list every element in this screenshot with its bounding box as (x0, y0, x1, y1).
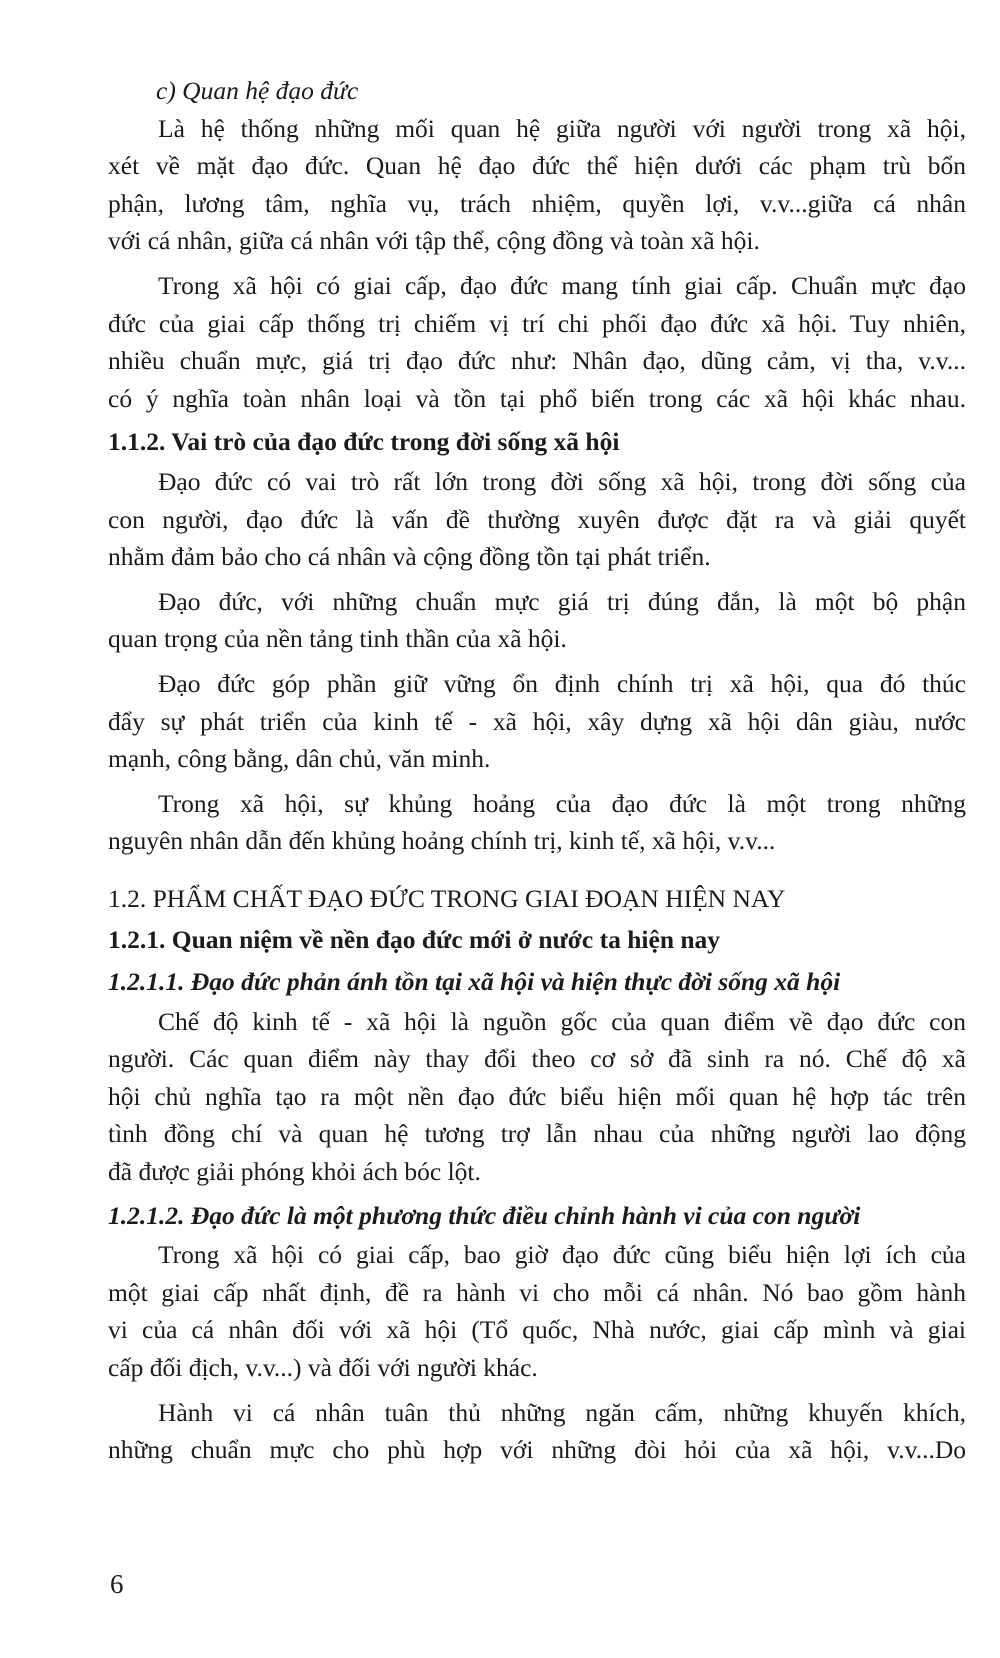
text-line: Chế độ kinh tế - xã hội là nguồn gốc của quan điểm về đạo đức con (158, 1006, 966, 1036)
text-line: Là hệ thống những mối quan hệ giữa người với người trong xã hội, (158, 113, 966, 143)
text-line: vi của cá nhân đối với xã hội (Tổ quốc, Nhà nước, giai cấp mình và giai (108, 1315, 966, 1345)
paragraph-1-2-1-1 (108, 1003, 966, 1191)
page-number: 6 (110, 1569, 124, 1599)
text-line: nhiều chuẩn mực, giá trị đạo đức như: Nhân đạo, dũng cảm, vị tha, v.v... (108, 346, 966, 376)
text-line: Trong xã hội, sự khủng hoảng của đạo đức là một trong những (158, 788, 966, 818)
text-line: một giai cấp nhất định, đề ra hành vi cho mỗi cá nhân. Nó bao gồm hành (108, 1277, 966, 1307)
text-line: mạnh, công bằng, dân chủ, văn minh. (108, 744, 491, 774)
paragraph-role-1 (108, 463, 966, 576)
text-line: quan trọng của nền tảng tinh thần của xã hội. (108, 624, 567, 654)
text-line: Đạo đức góp phần giữ vững ổn định chính trị xã hội, qua đó thúc (158, 668, 966, 698)
text-line: nhằm đảm bảo cho cá nhân và cộng đồng tồn tại phát triển. (108, 542, 711, 572)
text-line: tình đồng chí và quan hệ tương trợ lẫn nhau của những người lao động (108, 1119, 966, 1149)
text-line: đức của giai cấp thống trị chiếm vị trí chi phối đạo đức xã hội. Tuy nhiên, (108, 308, 966, 338)
text-line: Trong xã hội có giai cấp, đạo đức mang tính giai cấp. Chuẩn mực đạo (158, 270, 966, 300)
text-line: xét về mặt đạo đức. Quan hệ đạo đức thể hiện dưới các phạm trù bổn (108, 151, 966, 181)
text-line: phận, lương tâm, nghĩa vụ, trách nhiệm, quyền lợi, v.v...giữa cá nhân (108, 188, 966, 218)
text-line: người. Các quan điểm này thay đổi theo cơ sở đã sinh ra nó. Chế độ xã (108, 1044, 966, 1074)
paragraph-role-3 (108, 665, 966, 778)
paragraph-role-4 (108, 785, 966, 860)
subheading-c: c) Quan hệ đạo đức (156, 76, 359, 105)
section-heading-1-2-1-2: 1.2.1.2. Đạo đức là một phương thức điều chỉnh hành vi của con người (108, 1200, 861, 1230)
paragraph-class-nature (108, 267, 966, 417)
text-line: với cá nhân, giữa cá nhân với tập thể, cộng đồng và toàn xã hội. (108, 226, 760, 256)
paragraph-moral-relations (108, 110, 966, 260)
section-heading-1-1-2: 1.1.2. Vai trò của đạo đức trong đời sống xã hội (108, 427, 620, 457)
text-line: Đạo đức, với những chuẩn mực giá trị đúng đắn, là một bộ phận (158, 586, 966, 616)
paragraph-1-2-1-2-a (108, 1236, 966, 1386)
text-line: con người, đạo đức là vấn đề thường xuyên được đặt ra và giải quyết (108, 504, 966, 534)
section-heading-1-2: 1.2. PHẨM CHẤT ĐẠO ĐỨC TRONG GIAI ĐOẠN HIỆN NAY (108, 883, 786, 913)
text-line: hội chủ nghĩa tạo ra một nền đạo đức biểu hiện mối quan hệ hợp tác trên (108, 1081, 966, 1111)
text-line: Hành vi cá nhân tuân thủ những ngăn cấm, những khuyến khích, (158, 1397, 966, 1427)
text-line: đẩy sự phát triển của kinh tế - xã hội, xây dựng xã hội dân giàu, nước (108, 706, 966, 736)
text-line: cấp đối địch, v.v...) và đối với người khác. (108, 1353, 538, 1382)
page-content (108, 72, 966, 1469)
text-line: có ý nghĩa toàn nhân loại và tồn tại phổ biến trong các xã hội khác nhau. (108, 383, 966, 413)
section-heading-1-2-1-1: 1.2.1.1. Đạo đức phản ánh tồn tại xã hội và hiện thực đời sống xã hội (108, 967, 841, 997)
section-heading-1-2-1: 1.2.1. Quan niệm về nền đạo đức mới ở nước ta hiện nay (108, 925, 721, 955)
text-line: đã được giải phóng khỏi ách bóc lột. (108, 1157, 481, 1187)
paragraph-role-2 (108, 583, 966, 658)
text-line: Trong xã hội có giai cấp, bao giờ đạo đức cũng biểu hiện lợi ích của (158, 1240, 966, 1270)
paragraph-1-2-1-2-b (108, 1394, 966, 1469)
text-line: nguyên nhân dẫn đến khủng hoảng chính trị, kinh tế, xã hội, v.v... (108, 826, 776, 856)
text-line: những chuẩn mực cho phù hợp với những đòi hỏi của xã hội, v.v...Do (108, 1435, 966, 1465)
text-line: Đạo đức có vai trò rất lớn trong đời sống xã hội, trong đời sống của (158, 466, 966, 496)
